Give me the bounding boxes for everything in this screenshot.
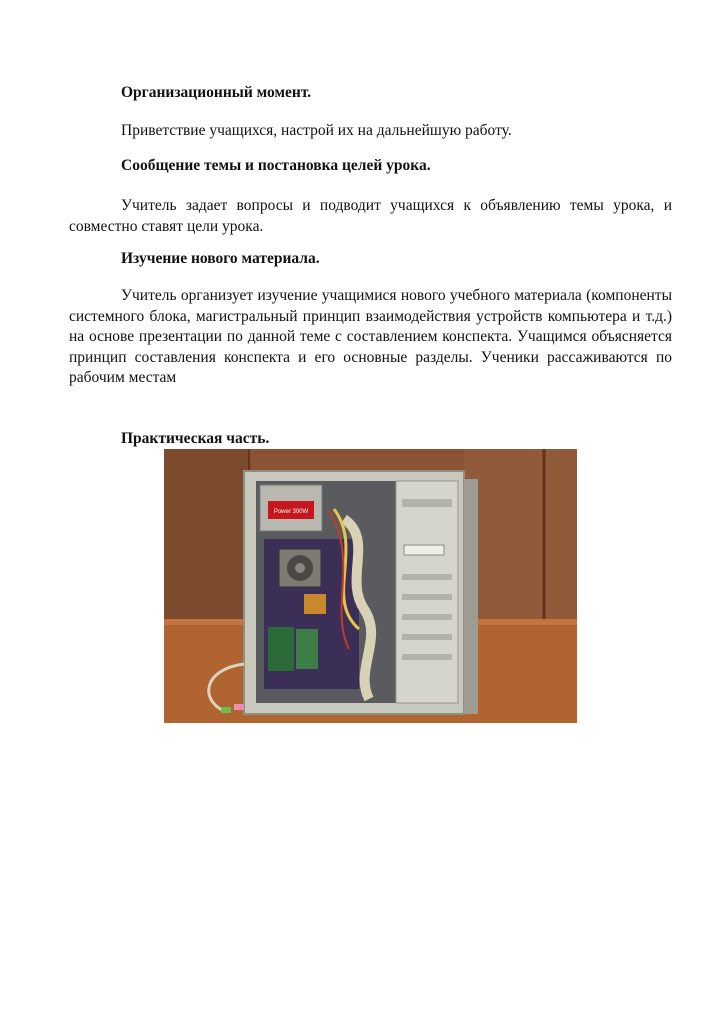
heading-organizational: Организационный момент. xyxy=(121,84,312,101)
heading-topic-goals: Сообщение темы и постановка целей урока. xyxy=(121,157,431,174)
paragraph-greeting: Приветствие учащихся, настрой их на дальнейшую работу. xyxy=(121,122,512,139)
paragraph-topic: Учитель задает вопросы и подводит учащихся к объявлению темы урока, и совместно ставят цели урока. xyxy=(69,197,672,235)
psu-label: Power 300W xyxy=(273,509,309,515)
drive-bays xyxy=(396,481,458,703)
heading-new-material: Изучение нового материала. xyxy=(121,250,320,267)
paragraph-new-material: Учитель организует изучение учащимися нового учебного материала (компоненты системного блока, магистральный принцип взаимодействия устройств компьютера и т.д.) на основе презентации по данной теме с составлением конспекта. Учащимся объясняется принцип составления конспекта и его основные разделы. Ученики рассаживаются по рабочим местам xyxy=(69,287,672,386)
computer-case-photo xyxy=(164,449,577,723)
heading-practice: Практическая часть. xyxy=(121,430,270,447)
